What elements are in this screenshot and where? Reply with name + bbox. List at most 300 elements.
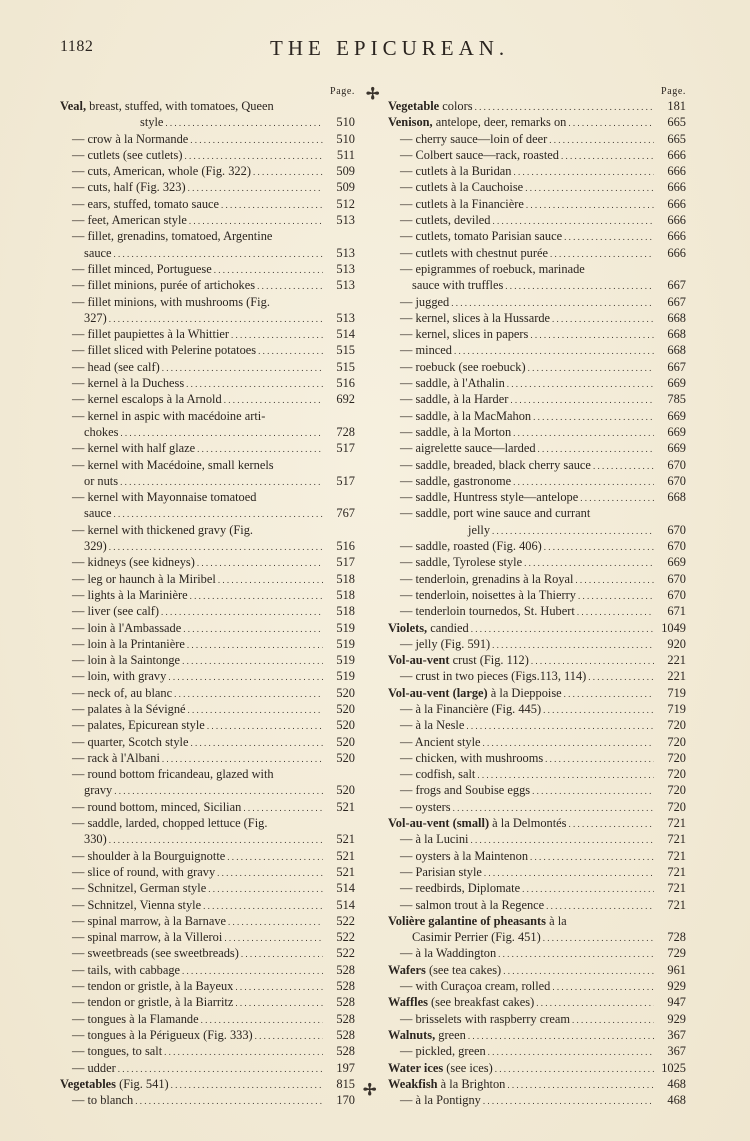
dot-leader <box>569 815 655 831</box>
index-entry <box>60 114 355 130</box>
page-ref: 669 <box>667 441 686 456</box>
dot-leader <box>524 554 654 570</box>
dot-leader <box>493 212 655 228</box>
dot-leader <box>488 1043 654 1059</box>
entry-text <box>84 245 112 261</box>
ornament-cross-icon: ✢ <box>363 1082 377 1099</box>
index-entry <box>60 831 355 847</box>
entry-text <box>388 1060 493 1076</box>
entry-label: — fillet minced, Portuguese <box>72 261 212 276</box>
index-entry <box>388 668 686 684</box>
page-ref: 468 <box>667 1093 686 1108</box>
entry-text <box>400 554 522 570</box>
entry-text <box>400 408 531 424</box>
entry-text <box>388 962 501 978</box>
entry-text <box>388 913 567 929</box>
entry-text <box>400 945 496 961</box>
entry-label: — crow à la Normande <box>72 131 189 146</box>
entry-label: — tendon or gristle, à la Biarritz <box>72 995 234 1010</box>
index-entry <box>60 571 355 587</box>
dot-leader <box>203 897 323 913</box>
entry-text <box>400 782 530 798</box>
entry-text <box>72 880 206 896</box>
page-ref: 367 <box>667 1044 686 1059</box>
dot-leader <box>162 750 323 766</box>
entry-label: — round bottom fricandeau, glazed with <box>72 767 274 782</box>
entry-label: — kernel, slices à la Hussarde <box>400 310 551 325</box>
index-entry <box>60 1011 355 1027</box>
dot-leader <box>526 196 654 212</box>
index-entry <box>388 929 686 945</box>
dot-leader <box>120 473 323 489</box>
dot-leader <box>188 701 323 717</box>
index-entry <box>388 717 686 733</box>
page-ref: 728 <box>667 930 686 945</box>
entry-label: — udder <box>72 1060 116 1075</box>
entry-text <box>400 538 542 554</box>
index-entry <box>388 489 686 505</box>
dot-leader <box>217 864 323 880</box>
index-entry <box>388 636 686 652</box>
page-ref: 666 <box>667 229 686 244</box>
index-entry <box>388 538 686 554</box>
page-ref: 517 <box>336 555 355 570</box>
entry-text <box>400 668 586 684</box>
page-ref: 670 <box>667 587 686 602</box>
entry-label: chokes <box>84 424 119 439</box>
dot-leader <box>593 457 654 473</box>
entry-heading: Water ices <box>388 1060 444 1075</box>
entry-text <box>400 424 511 440</box>
index-entry <box>60 962 355 978</box>
entry-text <box>72 408 265 424</box>
dot-leader <box>572 1011 654 1027</box>
page-ref: 528 <box>336 1011 355 1026</box>
entry-label: — saddle, roasted (Fig. 406) <box>400 539 542 554</box>
page-ref: 666 <box>667 213 686 228</box>
page-ref: 520 <box>336 701 355 716</box>
index-entry <box>388 1092 686 1108</box>
page-ref: 528 <box>336 1044 355 1059</box>
dot-leader <box>120 424 323 440</box>
page-ref: 517 <box>336 473 355 488</box>
index-entry <box>60 994 355 1010</box>
page-ref: 721 <box>667 881 686 896</box>
entry-label: — Ancient style <box>400 734 481 749</box>
entry-text <box>400 473 511 489</box>
entry-text <box>72 799 241 815</box>
entry-text <box>388 1027 466 1043</box>
index-entry <box>60 815 355 831</box>
entry-label: — saddle, Huntress style—antelope <box>400 490 579 505</box>
page-ref: 728 <box>336 424 355 439</box>
entry-label: Casimir Perrier (Fig. 451) <box>412 930 541 945</box>
index-entry <box>388 375 686 391</box>
entry-text <box>72 196 219 212</box>
page-ref: 510 <box>336 115 355 130</box>
dot-leader <box>468 1027 654 1043</box>
page-ref: 509 <box>336 164 355 179</box>
entry-text <box>60 1076 169 1092</box>
dot-leader <box>114 245 323 261</box>
page-ref: 721 <box>667 816 686 831</box>
index-entry <box>388 652 686 668</box>
index-entry <box>60 310 355 326</box>
entry-text <box>72 587 188 603</box>
index-entry <box>60 131 355 147</box>
dot-leader <box>197 440 323 456</box>
entry-text <box>72 685 172 701</box>
dot-leader <box>164 1043 323 1059</box>
entry-text <box>72 636 185 652</box>
entry-text <box>72 326 229 342</box>
page-ref: 518 <box>336 587 355 602</box>
dot-leader <box>243 799 323 815</box>
dot-leader <box>231 326 323 342</box>
dot-leader <box>183 620 323 636</box>
page-ref: 509 <box>336 180 355 195</box>
entry-label: — Schnitzel, Vienna style <box>72 897 202 912</box>
page-ref: 666 <box>667 147 686 162</box>
index-entry <box>60 391 355 407</box>
dot-leader <box>564 228 654 244</box>
dot-leader <box>453 799 654 815</box>
entry-label: — saddle, à la Morton <box>400 424 512 439</box>
dot-leader <box>253 163 323 179</box>
page-ref: 668 <box>667 310 686 325</box>
entry-text <box>84 831 107 847</box>
index-entry <box>60 587 355 603</box>
dot-leader <box>207 717 323 733</box>
entry-text <box>400 163 512 179</box>
page-ref: 1049 <box>661 620 686 635</box>
entry-label: — fillet, grenadins, tomatoed, Argentine <box>72 229 273 244</box>
dot-leader <box>510 391 654 407</box>
entry-text <box>72 913 226 929</box>
index-column-right <box>388 86 686 1108</box>
index-entry <box>60 457 355 473</box>
index-entry <box>60 147 355 163</box>
page-ref: 815 <box>336 1076 355 1091</box>
entry-text <box>388 652 529 668</box>
ornament-cross-icon: ✢ <box>366 86 380 103</box>
dot-leader <box>224 391 323 407</box>
entry-label: — spinal marrow, à la Barnave <box>72 913 227 928</box>
index-entry <box>388 1060 686 1076</box>
page-ref: 721 <box>667 848 686 863</box>
dot-leader <box>201 1011 323 1027</box>
index-entry <box>388 359 686 375</box>
entry-label: — saddle, à la MacMahon <box>400 408 532 423</box>
index-entry <box>60 782 355 798</box>
page-ref: 517 <box>336 441 355 456</box>
page-ref: 721 <box>667 864 686 879</box>
page-ref: 668 <box>667 343 686 358</box>
index-entry <box>388 766 686 782</box>
page-ref: 666 <box>667 164 686 179</box>
index-entry <box>388 131 686 147</box>
entry-label: — quarter, Scotch style <box>72 734 189 749</box>
entry-label: — fillet sliced with Pelerine potatoes <box>72 343 257 358</box>
page-ref: 197 <box>336 1060 355 1075</box>
page-ref: 528 <box>336 979 355 994</box>
entry-text <box>60 98 274 114</box>
entry-text <box>72 147 182 163</box>
index-entry <box>60 701 355 717</box>
entry-text <box>400 440 536 456</box>
page-ref: 667 <box>667 278 686 293</box>
entry-label: — à la Pontigny <box>400 1093 481 1108</box>
page-ref: 670 <box>667 457 686 472</box>
dot-leader <box>114 505 323 521</box>
dot-leader <box>513 473 654 489</box>
dot-leader <box>543 929 654 945</box>
index-entry <box>60 505 355 521</box>
page-ref: 666 <box>667 245 686 260</box>
index-entry <box>388 799 686 815</box>
page-ref: 720 <box>667 718 686 733</box>
index-entry <box>60 1027 355 1043</box>
page-ref: 668 <box>667 327 686 342</box>
page-ref: 518 <box>336 571 355 586</box>
page-ref: 670 <box>667 539 686 554</box>
entry-label: — tenderloin, noisettes à la Thierry <box>400 587 576 602</box>
page-ref: 720 <box>667 767 686 782</box>
entry-label: gravy <box>84 783 113 798</box>
entry-text <box>400 571 573 587</box>
page-ref: 671 <box>667 604 686 619</box>
entry-text <box>72 554 195 570</box>
page-ref: 961 <box>667 962 686 977</box>
entry-label: — saddle, à l'Athalin <box>400 376 505 391</box>
index-entry <box>60 880 355 896</box>
entry-label: sauce with truffles <box>412 278 504 293</box>
page-ref: 1025 <box>661 1060 686 1075</box>
index-entry <box>60 929 355 945</box>
entry-text <box>72 179 186 195</box>
entry-text <box>400 196 524 212</box>
index-entry <box>60 734 355 750</box>
entry-label: — kernel escalops à la Arnold <box>72 392 222 407</box>
entry-text <box>400 880 520 896</box>
entry-label: — saddle, à la Harder <box>400 392 509 407</box>
index-entry <box>388 815 686 831</box>
page-ref: 729 <box>667 946 686 961</box>
page-ref: 511 <box>336 147 355 162</box>
page-ref: 519 <box>336 620 355 635</box>
dot-leader <box>109 831 323 847</box>
page-ref: 516 <box>336 539 355 554</box>
entry-label: — cherry sauce—loin of deer <box>400 131 548 146</box>
page-column-label: Page. <box>661 86 686 97</box>
index-entry <box>388 473 686 489</box>
page-ref: 920 <box>667 636 686 651</box>
entry-text <box>468 522 490 538</box>
entry-text <box>400 179 523 195</box>
entry-label: — Colbert sauce—rack, roasted <box>400 147 559 162</box>
entry-text <box>72 1027 253 1043</box>
entry-label: — à la Waddington <box>400 946 497 961</box>
entry-label: — saddle, Tyrolese style <box>400 555 523 570</box>
entry-text <box>72 212 187 228</box>
entry-label: — kernel à la Duchess <box>72 376 185 391</box>
index-entry <box>60 440 355 456</box>
entry-label: — head (see calf) <box>72 359 160 374</box>
dot-leader <box>228 913 323 929</box>
entry-label: — Parisian style <box>400 864 482 879</box>
entry-label: — fillet minions, with mushrooms (Fig. <box>72 294 270 309</box>
page-ref: 528 <box>336 962 355 977</box>
entry-label: — reedbirds, Diplomate <box>400 881 521 896</box>
entry-heading: Veal, <box>60 99 87 113</box>
index-entry <box>388 913 686 929</box>
index-entry <box>388 620 686 636</box>
dot-leader <box>531 652 654 668</box>
entry-label: à la Delmontés <box>489 816 567 831</box>
entry-label: colors <box>439 99 473 113</box>
page-ref: 221 <box>667 669 686 684</box>
entry-text <box>84 473 118 489</box>
page-ref: 514 <box>336 327 355 342</box>
dot-leader <box>530 848 654 864</box>
entry-text <box>400 212 491 228</box>
running-title: THE EPICUREAN. <box>270 36 510 60</box>
entry-label: — tendon or gristle, à la Bayeux <box>72 979 234 994</box>
dot-leader <box>454 342 654 358</box>
dot-leader <box>161 603 323 619</box>
dot-leader <box>507 1076 654 1092</box>
entry-label: — minced <box>400 343 452 358</box>
entry-label: — frogs and Soubise eggs <box>400 783 531 798</box>
dot-leader <box>218 571 323 587</box>
dot-leader <box>235 978 323 994</box>
index-entry <box>60 277 355 293</box>
index-entry <box>60 489 355 505</box>
dot-leader <box>235 994 323 1010</box>
index-entry <box>388 98 686 114</box>
dot-leader <box>109 538 323 554</box>
page-ref: 719 <box>667 685 686 700</box>
entry-label: — tongues, to salt <box>72 1044 163 1059</box>
entry-label: à la Dieppoise <box>487 685 562 700</box>
entry-label: — saddle, gastronome <box>400 473 512 488</box>
dot-leader <box>533 408 654 424</box>
entry-text <box>72 701 186 717</box>
index-entry <box>60 668 355 684</box>
index-entry <box>388 294 686 310</box>
page-ref: 669 <box>667 408 686 423</box>
page-ref: 521 <box>336 832 355 847</box>
entry-label: 327) <box>84 310 107 325</box>
page-ref: 518 <box>336 604 355 619</box>
entry-text <box>388 994 534 1010</box>
index-entry <box>60 179 355 195</box>
page-ref: 720 <box>667 734 686 749</box>
page-ref: 515 <box>336 359 355 374</box>
index-entry <box>388 245 686 261</box>
page-ref: 692 <box>336 392 355 407</box>
index-entry <box>388 962 686 978</box>
entry-text <box>400 489 578 505</box>
entry-text <box>412 277 503 293</box>
entry-text <box>400 897 544 913</box>
page-ref: 666 <box>667 196 686 211</box>
entry-text <box>84 310 107 326</box>
entry-label: — crust in two pieces (Figs.113, 114) <box>400 669 587 684</box>
entry-text <box>400 261 585 277</box>
dot-leader <box>513 424 654 440</box>
entry-heading: Vegetables <box>60 1076 116 1091</box>
dot-leader <box>470 831 654 847</box>
entry-label: à la <box>546 913 567 928</box>
entry-text <box>72 489 256 505</box>
entry-text <box>400 391 508 407</box>
entry-text <box>400 310 550 326</box>
entry-text <box>72 277 255 293</box>
page-ref: 521 <box>336 864 355 879</box>
dot-leader <box>492 522 654 538</box>
page-ref: 170 <box>336 1093 355 1108</box>
entry-heading: Vol-au-vent (large) <box>388 685 488 700</box>
index-entry <box>388 457 686 473</box>
entry-text <box>72 848 225 864</box>
entry-label: 330) <box>84 832 107 847</box>
entry-label: — epigrammes of roebuck, marinade <box>400 261 585 276</box>
index-entry <box>388 701 686 717</box>
entry-label: — chicken, with mushrooms <box>400 750 544 765</box>
entry-label: — à la Financière (Fig. 445) <box>400 701 542 716</box>
entry-label: (see tea cakes) <box>425 962 502 977</box>
entry-label: — spinal marrow, à la Villeroi <box>72 930 223 945</box>
entry-text <box>84 538 107 554</box>
entry-label: — sweetbreads (see sweetbreads) <box>72 946 239 961</box>
index-entry <box>60 652 355 668</box>
index-entry <box>388 342 686 358</box>
entry-text <box>400 505 590 521</box>
entry-text <box>72 864 215 880</box>
dot-leader <box>182 962 323 978</box>
entry-label: — tongues à la Flamande <box>72 1011 199 1026</box>
entry-label: jelly <box>468 522 491 537</box>
entry-label: — cutlets à la Cauchoise <box>400 180 524 195</box>
entry-label: — pickled, green <box>400 1044 486 1059</box>
index-entry <box>60 294 355 310</box>
dot-leader <box>190 131 323 147</box>
index-entry <box>388 897 686 913</box>
page-ref: 221 <box>667 653 686 668</box>
page-ref: 522 <box>336 913 355 928</box>
dot-leader <box>451 294 654 310</box>
entry-text <box>84 782 112 798</box>
page-ref: 670 <box>667 522 686 537</box>
index-entry <box>388 277 686 293</box>
entry-label: — slice of round, with gravy <box>72 864 216 879</box>
index-entry <box>60 603 355 619</box>
page-ref: 719 <box>667 701 686 716</box>
page-ref: 513 <box>336 213 355 228</box>
dot-leader <box>471 620 654 636</box>
entry-label: — aigrelette sauce—larded <box>400 441 536 456</box>
entry-text <box>72 929 222 945</box>
entry-text <box>72 1043 162 1059</box>
page-ref: 669 <box>667 376 686 391</box>
dot-leader <box>258 342 323 358</box>
index-entry <box>60 342 355 358</box>
page-header <box>60 38 710 62</box>
dot-leader <box>503 962 654 978</box>
index-entry <box>388 261 686 277</box>
entry-label: — loin à la Printanière <box>72 636 185 651</box>
